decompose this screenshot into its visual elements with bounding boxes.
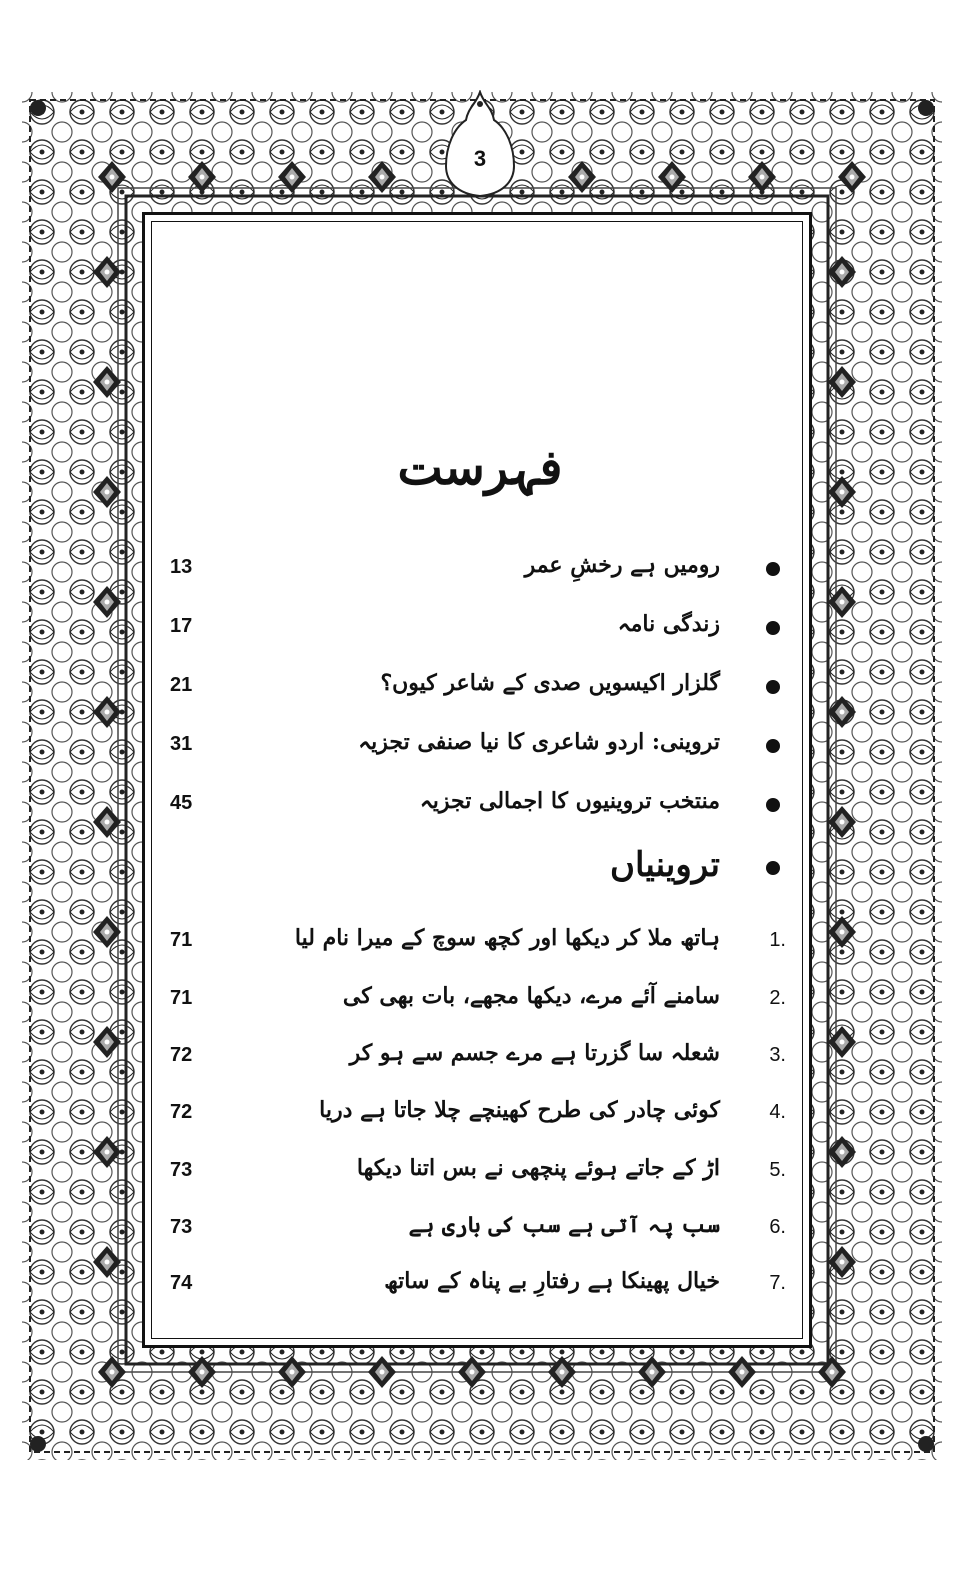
- toc-entry[interactable]: [150, 729, 800, 769]
- section-heading: تروینیاں: [610, 845, 720, 885]
- toc-page-number: 71: [170, 987, 193, 1009]
- page-title: فہرست: [397, 440, 563, 496]
- toc-entry-title: خیال پھینکا ہے رفتارِ بے پناہ کے ساتھ: [384, 1268, 720, 1294]
- entry-number: 5.: [769, 1159, 786, 1181]
- bullet-icon: [766, 861, 780, 875]
- bullet-icon: [766, 621, 780, 635]
- toc-entry-title: زندگی نامہ: [617, 611, 720, 637]
- toc-numbered-entry[interactable]: [150, 1097, 800, 1137]
- entry-number: 3.: [769, 1044, 786, 1066]
- toc-page-number: 21: [170, 674, 193, 696]
- toc-numbered-entry[interactable]: [150, 925, 800, 965]
- bullet-icon: [766, 562, 780, 576]
- bullet-icon: [766, 798, 780, 812]
- toc-entry-title: منتخب تروینیوں کا اجمالی تجزیہ: [419, 788, 720, 814]
- section-heading-row: [150, 845, 800, 895]
- toc-numbered-entry[interactable]: [150, 983, 800, 1023]
- toc-page-number: 45: [170, 792, 193, 814]
- bullet-icon: [766, 680, 780, 694]
- bullet-icon: [766, 739, 780, 753]
- toc-entry-title: گلزار اکیسویں صدی کے شاعر کیوں؟: [380, 670, 720, 696]
- dome-ornament: [440, 90, 520, 200]
- toc-entry[interactable]: [150, 670, 800, 710]
- toc-entry-title: اڑ کے جاتے ہوئے پنچھی نے بس اتنا دیکھا: [356, 1155, 720, 1181]
- toc-entry[interactable]: [150, 611, 800, 651]
- toc-entry-title: کوئی چادر کی طرح کھینچے چلا جاتا ہے دریا: [319, 1097, 720, 1123]
- toc-page-number: 71: [170, 929, 193, 951]
- toc-numbered-entry[interactable]: [150, 1040, 800, 1080]
- entry-number: 4.: [769, 1101, 786, 1123]
- toc-numbered-entry[interactable]: [150, 1212, 800, 1252]
- toc-page-number: 17: [170, 615, 193, 637]
- toc-entry-title: سامنے آئے مرے، دیکھا مجھے، بات بھی کی: [342, 983, 720, 1009]
- toc-entry[interactable]: [150, 552, 800, 592]
- toc-entry-title: سب پہ آتی ہے سب کی باری ہے: [408, 1212, 720, 1238]
- toc-page-number: 73: [170, 1159, 193, 1181]
- toc-entry[interactable]: [150, 788, 800, 828]
- toc-page-number: 74: [170, 1272, 193, 1294]
- toc-page-number: 73: [170, 1216, 193, 1238]
- toc-numbered-entry[interactable]: [150, 1268, 800, 1308]
- entry-number: 6.: [769, 1216, 786, 1238]
- toc-page-number: 31: [170, 733, 193, 755]
- entry-number: 2.: [769, 987, 786, 1009]
- toc-entry-title: رومیں ہے رخشِ عمر: [524, 552, 720, 578]
- entry-number: 7.: [769, 1272, 786, 1294]
- page-number-badge: [440, 90, 520, 200]
- toc-page-number: 13: [170, 556, 193, 578]
- toc-entry-title: شعلہ سا گزرتا ہے مرے جسم سے ہو کر: [349, 1040, 720, 1066]
- toc-entry-title: ہاتھ ملا کر دیکھا اور کچھ سوچ کے میرا نام لیا: [294, 925, 720, 951]
- toc-page-number: 72: [170, 1044, 193, 1066]
- toc-numbered-entry[interactable]: [150, 1155, 800, 1195]
- toc-page-number: 72: [170, 1101, 193, 1123]
- toc-entry-title: تروینی: اردو شاعری کا نیا صنفی تجزیہ: [358, 729, 720, 755]
- entry-number: 1.: [769, 929, 786, 951]
- page-number: 3: [473, 146, 487, 171]
